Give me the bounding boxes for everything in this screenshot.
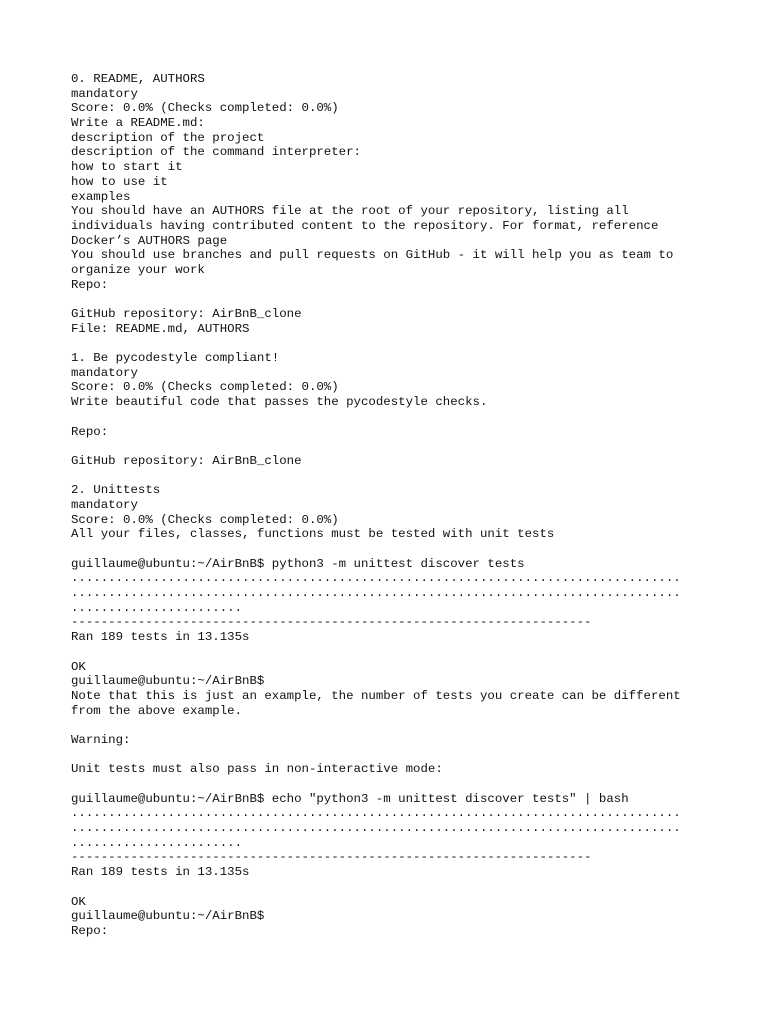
text-line: description of the command interpreter: <box>71 145 361 160</box>
text-line: Repo: <box>71 923 109 938</box>
text-line: organize your work <box>71 262 205 277</box>
text-line: Unit tests must also pass in non-interactive mode: <box>71 762 443 777</box>
text-line: examples <box>71 189 131 204</box>
text-line: mandatory <box>71 365 138 380</box>
text-line: Ran 189 tests in 13.135s <box>71 630 250 645</box>
text-line: OK <box>71 894 86 909</box>
text-line: ---------------------------------------------------------------------- <box>71 615 592 630</box>
text-line: how to use it <box>71 174 168 189</box>
text-line: guillaume@ubuntu:~/AirBnB$ python3 -m unittest discover tests <box>71 556 525 571</box>
text-line: 2. Unittests <box>71 483 161 498</box>
text-line: You should use branches and pull requests on GitHub - it will help you as team to <box>71 248 674 263</box>
text-line: Score: 0.0% (Checks completed: 0.0%) <box>71 380 339 395</box>
text-line: individuals having contributed content to the repository. For format, reference <box>71 218 659 233</box>
text-line: 1. Be pycodestyle compliant! <box>71 351 280 366</box>
text-line <box>71 718 731 733</box>
text-line <box>71 542 731 557</box>
text-line <box>71 748 731 763</box>
text-line: mandatory <box>71 497 138 512</box>
text-line: Note that this is just an example, the number of tests you create can be different <box>71 688 681 703</box>
text-line: File: README.md, AUTHORS <box>71 321 250 336</box>
text-line: Score: 0.0% (Checks completed: 0.0%) <box>71 101 339 116</box>
text-line: guillaume@ubuntu:~/AirBnB$ <box>71 674 265 689</box>
text-line: guillaume@ubuntu:~/AirBnB$ <box>71 909 265 924</box>
text-line <box>71 292 731 307</box>
text-line: how to start it <box>71 160 183 175</box>
text-line <box>71 777 731 792</box>
text-line: OK <box>71 659 86 674</box>
text-line <box>71 336 731 351</box>
text-line: description of the project <box>71 130 265 145</box>
text-line: .................................................................................. <box>71 586 681 601</box>
text-line: Repo: <box>71 277 109 292</box>
text-line: Repo: <box>71 424 109 439</box>
text-line: Docker’s AUTHORS page <box>71 233 228 248</box>
text-line: ---------------------------------------------------------------------- <box>71 850 592 865</box>
text-line: All your files, classes, functions must be tested with unit tests <box>71 527 555 542</box>
text-line: mandatory <box>71 86 138 101</box>
text-line <box>71 469 731 484</box>
text-line: .................................................................................. <box>71 571 681 586</box>
text-line: Score: 0.0% (Checks completed: 0.0%) <box>71 512 339 527</box>
document-body <box>71 72 731 939</box>
text-line <box>71 439 731 454</box>
text-line <box>71 410 731 425</box>
text-line: You should have an AUTHORS file at the root of your repository, listing all <box>71 204 629 219</box>
text-line <box>71 645 731 660</box>
text-line: Ran 189 tests in 13.135s <box>71 865 250 880</box>
text-line: ....................... <box>71 600 243 615</box>
text-line: 0. README, AUTHORS <box>71 72 205 86</box>
text-line: GitHub repository: AirBnB_clone <box>71 453 302 468</box>
text-line <box>71 880 731 895</box>
text-line: Warning: <box>71 732 131 747</box>
text-line: .................................................................................. <box>71 821 681 836</box>
text-line: GitHub repository: AirBnB_clone <box>71 307 302 321</box>
text-line: from the above example. <box>71 703 243 718</box>
text-line: Write beautiful code that passes the pycodestyle checks. <box>71 395 488 410</box>
text-line: guillaume@ubuntu:~/AirBnB$ echo "python3 -m unittest discover tests" | bash <box>71 791 629 806</box>
text-line: .................................................................................. <box>71 806 681 821</box>
text-line: Write a README.md: <box>71 116 205 131</box>
text-line: ....................... <box>71 835 243 850</box>
